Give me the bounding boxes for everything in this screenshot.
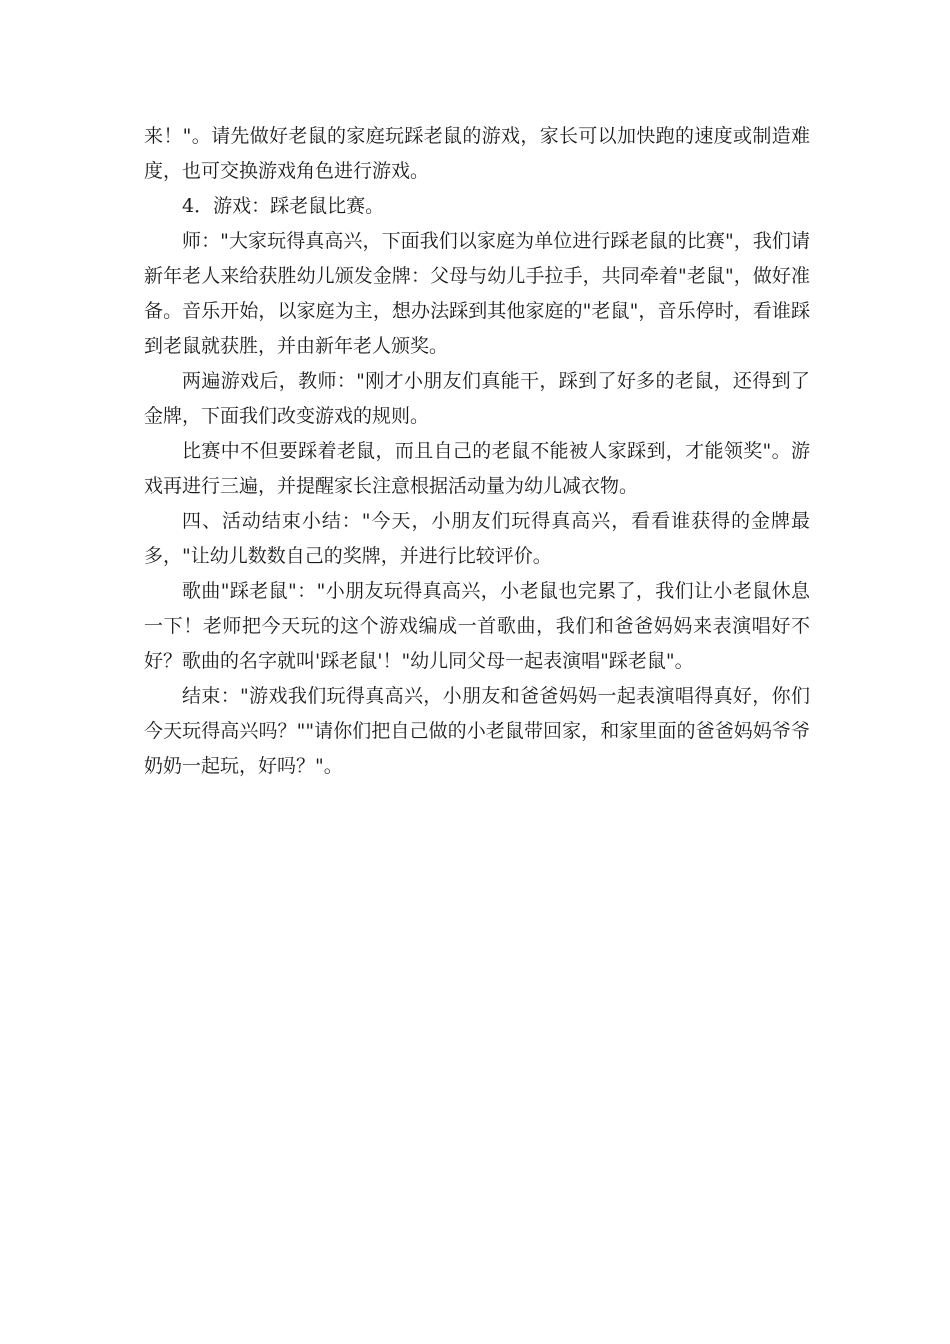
paragraph-teacher-instructions: 师："大家玩得真高兴，下面我们以家庭为单位进行踩老鼠的比赛"，我们请新年老人来给获胜幼儿颁发金牌：父母与幼儿手拉手，共同牵着"老鼠"，做好准备。音乐开始，以家庭为主，想办法踩到其他家庭的"老鼠"，音乐停时，看谁踩到老鼠就获胜，并由新年老人颁奖。: [144, 230, 810, 357]
paragraph-step-4-heading: 4．游戏：踩老鼠比赛。: [182, 195, 385, 217]
paragraph-competition-rules: 比赛中不但要踩着老鼠，而且自己的老鼠不能被人家踩到，才能领奖"。游戏再进行三遍，并提醒家长注意根据活动量为幼儿减衣物。: [144, 440, 810, 497]
paragraph-continuation: 来！"。请先做好老鼠的家庭玩踩老鼠的游戏，家长可以加快跑的速度或制造难度，也可交换游戏角色进行游戏。: [144, 125, 810, 182]
document-body: [144, 119, 810, 784]
paragraph-activity-summary: 四、活动结束小结："今天，小朋友们玩得真高兴，看看谁获得的金牌最多，"让幼儿数数自己的奖牌，并进行比较评价。: [144, 510, 810, 567]
paragraph-song: 歌曲"踩老鼠"："小朋友玩得真高兴，小老鼠也完累了，我们让小老鼠休息一下！老师把今天玩的这个游戏编成一首歌曲，我们和爸爸妈妈来表演唱好不好？歌曲的名字就叫'踩老鼠'！"幼儿同父母一起表演唱"踩老鼠"。: [144, 580, 810, 672]
paragraph-ending: 结束："游戏我们玩得真高兴，小朋友和爸爸妈妈一起表演唱得真好，你们今天玩得高兴吗？""请你们把自己做的小老鼠带回家，和家里面的爸爸妈妈爷爷奶奶一起玩，好吗？"。: [144, 685, 810, 777]
paragraph-after-two-rounds: 两遍游戏后，教师："刚才小朋友们真能干，踩到了好多的老鼠，还得到了金牌，下面我们改变游戏的规则。: [144, 370, 810, 427]
